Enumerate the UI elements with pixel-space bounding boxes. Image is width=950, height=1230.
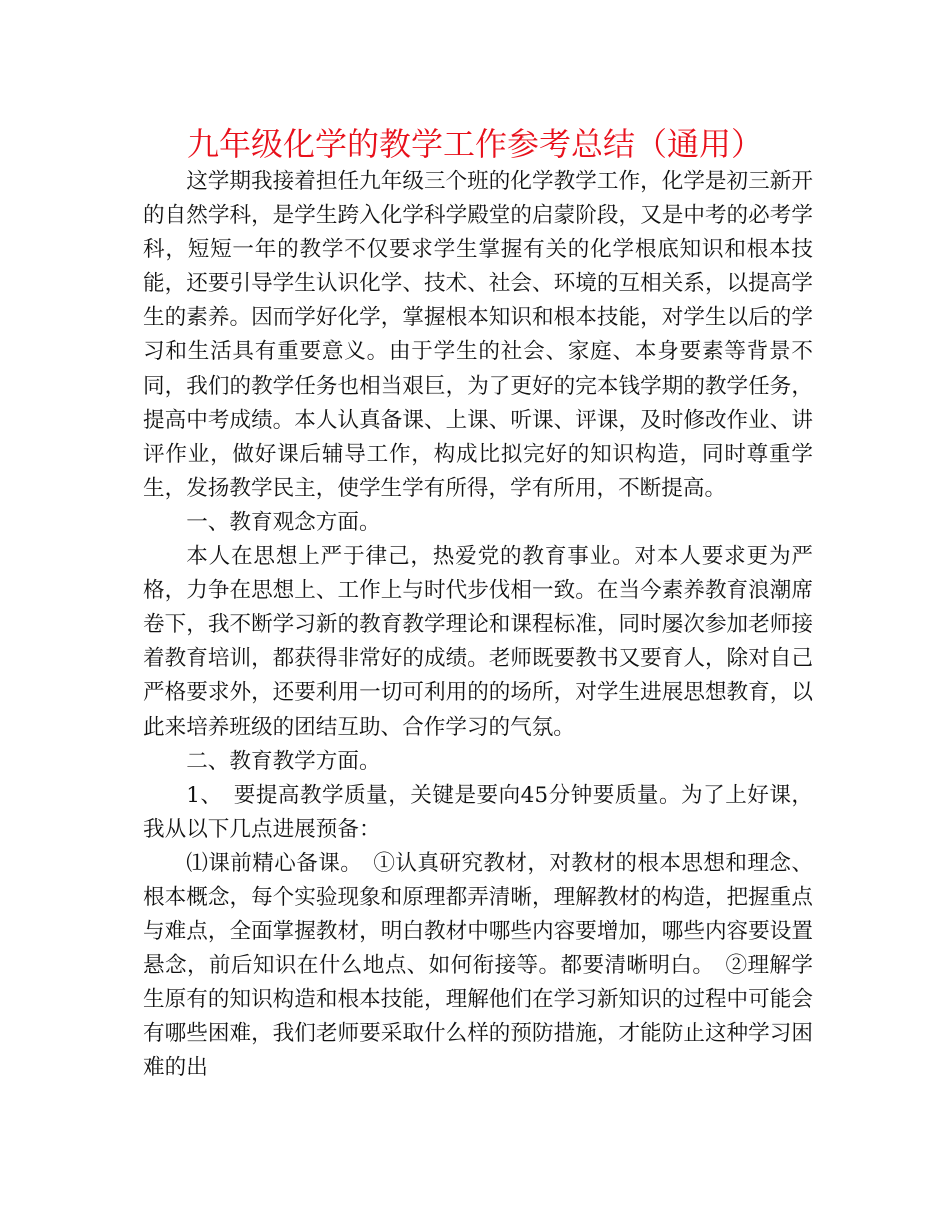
paragraph-intro: 这学期我接着担任九年级三个班的化学教学工作，化学是初三新开的自然学科，是学生跨入化学科学殿堂的启蒙阶段，又是中考的必考学科，短短一年的教学不仅要求学生掌握有关的化学根底知识和根本技能，还要引导学生认识化学、技术、社会、环境的互相关系，以提高学生的素养。因而学好化学，掌握根本知识和根本技能，对学生以后的学习和生活具有重要意义。由于学生的社会、家庭、本身要素等背景不同，我们的教学任务也相当艰巨，为了更好的完本钱学期的教学任务，提高中考成绩。本人认真备课、上课、听课、评课，及时修改作业、讲评作业，做好课后辅导工作，构成比拟完好的知识构造，同时尊重学生，发扬教学民主，使学生学有所得，学有所用，不断提高。 (143, 169, 813, 501)
section-heading-education-concept: 一、教育观念方面。 (186, 509, 381, 535)
section-heading-teaching: 二、教育教学方面。 (186, 748, 381, 774)
paragraph-teaching-point-1: 1、 要提高教学质量，关键是要向45分钟要质量。为了上好课，我从以下几点进展预备： (143, 782, 813, 842)
paragraph-education-concept: 本人在思想上严于律己，热爱党的教育事业。对本人要求更为严格，力争在思想上、工作上与时代步伐相一致。在当今素养教育浪潮席卷下，我不断学习新的教育教学理论和课程标准，同时屡次参加老师接着教育培训，都获得非常好的成绩。老师既要教书又要育人，除对自己严格要求外，还要利用一切可利用的的场所，对学生进展思想教育，以此来培养班级的团结互助、合作学习的气氛。 (143, 544, 813, 740)
document-body (143, 165, 813, 1086)
paragraph-lesson-preparation: ⑴课前精心备课。 ①认真研究教材，对教材的根本思想和理念、根本概念，每个实验现象和原理都弄清晰，理解教材的构造，把握重点与难点，全面掌握教材，明白教材中哪些内容要增加，哪些内容要设置悬念，前后知识在什么地点、如何衔接等。都要清晰明白。 ②理解学生原有的知识构造和根本技能，理解他们在学习新知识的过程中可能会有哪些困难，我们老师要采取什么样的预防措施，才能防止这种学习困难的出 (143, 850, 813, 1081)
document-title: 九年级化学的教学工作参考总结（通用） (186, 125, 763, 163)
